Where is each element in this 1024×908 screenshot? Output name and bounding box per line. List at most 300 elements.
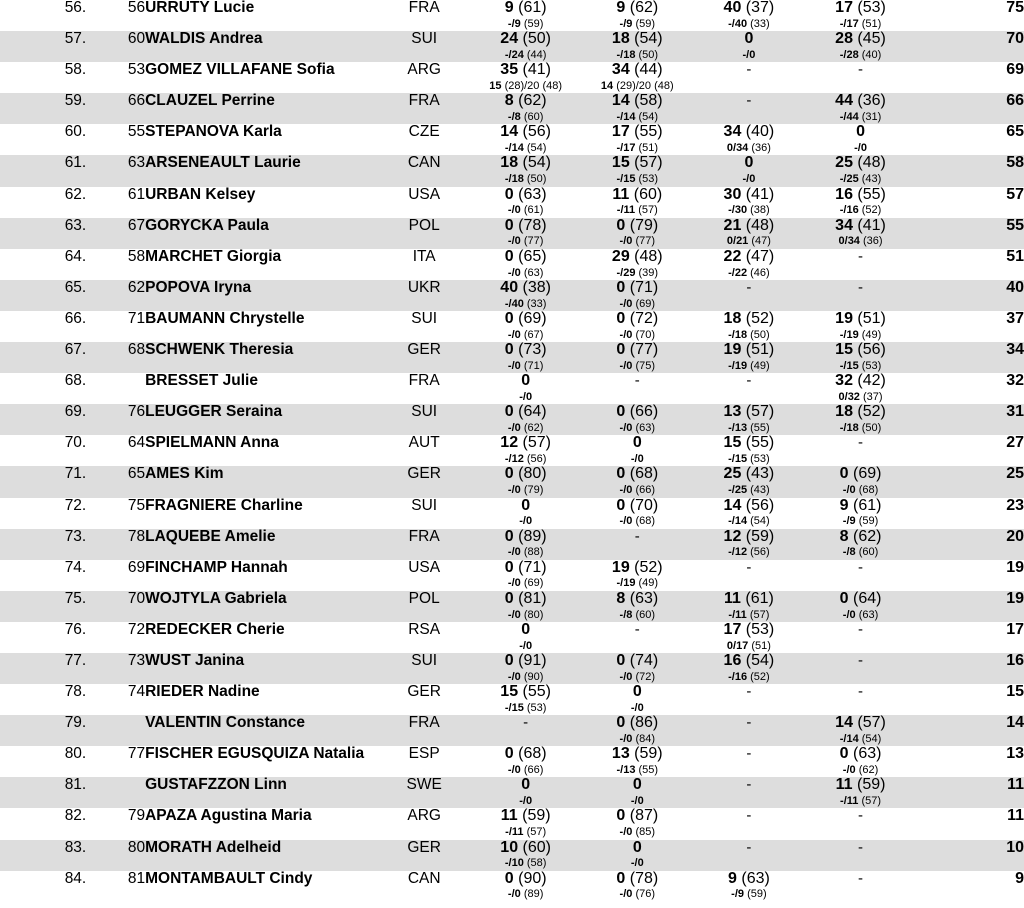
cell-rank: 68. [64, 372, 87, 390]
cell-athlete-name: FRAGNIERE Charline [145, 496, 303, 514]
run3-points-main: - [746, 558, 752, 576]
run3-points-detail: -/15 (53) [728, 453, 770, 466]
cell-athlete-name: ARSENEAULT Laurie [145, 154, 301, 172]
cell-run1-points [470, 249, 582, 280]
cell-run2-points [581, 342, 693, 373]
table-row [0, 560, 1024, 591]
cell-athlete-name: MORATH Adelheid [145, 838, 282, 856]
cell-run1-points [470, 715, 582, 746]
cell-run2-points [581, 840, 693, 871]
cell-run3-points [693, 808, 805, 839]
cell-run1-points [470, 746, 582, 777]
cell-total-points: 17 [1006, 620, 1024, 638]
cell-run3-points [693, 311, 805, 342]
run1-points-detail: -/0 (71) [507, 359, 544, 372]
run3-points-main: - [746, 745, 752, 763]
table-row [0, 435, 1024, 466]
cell-spacer [86, 31, 106, 62]
cell-run4-points [805, 529, 917, 560]
cell-run3-points [693, 31, 805, 62]
cell-nation-code: FRA [408, 372, 440, 390]
table-row [0, 373, 1024, 404]
cell-athlete-name: WOJTYLA Gabriela [145, 589, 287, 607]
cell-run1-points [470, 591, 582, 622]
run3-points-main: - [746, 683, 752, 701]
cell-rank: 58. [64, 61, 87, 79]
run4-points-detail [805, 640, 917, 653]
cell-athlete-name: BRESSET Julie [145, 372, 258, 390]
table-row [0, 0, 1024, 31]
run2-points-detail: -/0 (72) [619, 670, 656, 683]
cell-run3-points [693, 218, 805, 249]
run3-points-main: 16 (54) [723, 651, 775, 669]
table-row [0, 746, 1024, 777]
cell-nation-code: AUT [408, 434, 440, 452]
run2-points-main: 18 (54) [611, 30, 663, 48]
cell-run4-points [805, 435, 917, 466]
cell-run2-points [581, 187, 693, 218]
cell-rank: 66. [64, 309, 87, 327]
cell-run4-points [805, 622, 917, 653]
table-row [0, 591, 1024, 622]
cell-run4-points [805, 653, 917, 684]
run2-points-detail: -/0 (75) [619, 359, 656, 372]
cell-spacer [86, 187, 106, 218]
cell-run1-points [470, 560, 582, 591]
run4-points-main: 9 (61) [839, 496, 882, 514]
cell-spacer [86, 342, 106, 373]
cell-rank: 82. [64, 807, 87, 825]
cell-total-points: 23 [1006, 496, 1024, 514]
cell-athlete-name: FISCHER EGUSQUIZA Natalia [145, 745, 365, 763]
run4-points-detail [805, 453, 917, 466]
cell-athlete-name: URRUTY Lucie [145, 0, 255, 16]
run4-points-detail: -/0 (63) [842, 608, 879, 621]
table-row [0, 187, 1024, 218]
run1-points-detail: -/0 (61) [507, 204, 544, 217]
table-row [0, 31, 1024, 62]
cell-athlete-name: POPOVA Iryna [145, 278, 252, 296]
run2-points-main: 19 (52) [611, 558, 663, 576]
run2-points-detail: -/0 (84) [619, 732, 656, 745]
cell-bib-number: 56 [127, 0, 146, 16]
run2-points-detail: -/0 (70) [619, 328, 656, 341]
cell-run1-points [470, 187, 582, 218]
cell-run4-points [805, 93, 917, 124]
cell-spacer [86, 591, 106, 622]
cell-spacer [86, 466, 106, 497]
run4-points-detail [805, 888, 917, 901]
cell-nation-code: FRA [408, 92, 440, 110]
run1-points-main: 8 (62) [504, 92, 547, 110]
run2-points-main: - [634, 372, 640, 390]
table-row [0, 715, 1024, 746]
cell-run1-points [470, 777, 582, 808]
run2-points-detail: -/19 (49) [616, 577, 659, 590]
run4-points-detail: -/25 (43) [839, 173, 882, 186]
cell-rank: 80. [64, 745, 87, 763]
cell-athlete-name: AMES Kim [145, 465, 224, 483]
cell-bib-number: 53 [127, 61, 146, 79]
cell-run2-points [581, 404, 693, 435]
run1-points-main: 0 (81) [504, 589, 547, 607]
run2-points-main: 34 (44) [611, 61, 663, 79]
table-row [0, 871, 1024, 902]
run2-points-main: - [634, 527, 640, 545]
run1-points-main: 0 (65) [504, 247, 547, 265]
cell-run1-points [470, 93, 582, 124]
run4-points-detail: 0/34 (36) [838, 235, 883, 248]
run1-points-main: 14 (56) [500, 123, 551, 141]
cell-run2-points [581, 93, 693, 124]
run2-points-main: 0 [632, 838, 642, 856]
cell-bib-number: 80 [127, 838, 146, 856]
run3-points-detail: -/30 (38) [728, 204, 770, 217]
run3-points-detail: -/14 (54) [728, 515, 770, 528]
cell-spacer [86, 155, 106, 186]
table-row [0, 280, 1024, 311]
cell-bib-number: 74 [127, 683, 146, 701]
run3-points-main: 12 (59) [723, 527, 775, 545]
table-row [0, 840, 1024, 871]
cell-nation-code: UKR [407, 278, 441, 296]
cell-bib-number: 64 [127, 434, 146, 452]
run1-points-detail: -/0 (62) [507, 422, 544, 435]
run1-points-main: 0 (91) [504, 651, 547, 669]
cell-run3-points [693, 155, 805, 186]
cell-run2-points [581, 31, 693, 62]
cell-nation-code: USA [408, 185, 441, 203]
run2-points-detail: -/0 (66) [619, 484, 656, 497]
cell-rank: 63. [64, 216, 87, 234]
run4-points-main: 18 (52) [835, 403, 886, 421]
cell-run4-points [805, 777, 917, 808]
run1-points-detail: -/0 (66) [507, 764, 544, 777]
cell-total-points: 9 [1015, 869, 1024, 887]
cell-bib-number: 61 [127, 185, 146, 203]
run3-points-detail: -/12 (56) [728, 546, 770, 559]
run3-points-detail: -/0 [742, 173, 756, 186]
cell-run4-points [805, 249, 917, 280]
run4-points-detail: -/17 (51) [839, 17, 882, 30]
cell-run3-points [693, 529, 805, 560]
cell-total-points: 11 [1007, 776, 1024, 794]
cell-bib-number [107, 373, 146, 404]
cell-bib-number [107, 715, 146, 746]
run4-points-main: - [858, 278, 864, 296]
cell-run1-points [470, 311, 582, 342]
run3-points-detail: -/11 (57) [728, 608, 770, 621]
cell-total-points: 34 [1006, 341, 1024, 359]
run4-points-main: - [858, 434, 864, 452]
cell-bib-number [107, 777, 146, 808]
run3-points-main: - [746, 61, 752, 79]
run2-points-detail: -/0 (68) [619, 515, 656, 528]
cell-rank: 83. [64, 838, 87, 856]
cell-athlete-name: GUSTAFZZON Linn [145, 776, 287, 794]
run1-points-detail: -/14 (54) [504, 142, 547, 155]
cell-total-points: 19 [1006, 558, 1024, 576]
run3-points-main: 21 (48) [723, 216, 775, 234]
cell-run1-points [470, 840, 582, 871]
cell-total-points: 32 [1006, 372, 1024, 390]
run2-points-detail: -/0 [630, 701, 644, 714]
run4-points-main: 0 (69) [839, 465, 882, 483]
run3-points-detail: -/40 (33) [728, 17, 770, 30]
run3-points-detail: -/25 (43) [728, 484, 770, 497]
table-row [0, 808, 1024, 839]
run4-points-detail [805, 702, 917, 715]
cell-athlete-name: APAZA Agustina Maria [145, 807, 312, 825]
run1-points-detail: -/0 (90) [507, 670, 544, 683]
cell-total-points: 57 [1006, 185, 1024, 203]
run1-points-main: 24 (50) [500, 30, 551, 48]
run1-points-main: 0 (80) [504, 465, 547, 483]
run2-points-main: 0 (66) [616, 403, 659, 421]
cell-total-points: 40 [1006, 278, 1024, 296]
cell-bib-number: 70 [127, 589, 146, 607]
cell-run1-points [470, 404, 582, 435]
cell-run4-points [805, 560, 917, 591]
cell-run1-points [470, 808, 582, 839]
table-row [0, 498, 1024, 529]
cell-spacer [86, 62, 106, 93]
cell-total-points: 25 [1006, 465, 1024, 483]
run3-points-main: - [746, 278, 752, 296]
run4-points-detail: -/9 (59) [842, 515, 879, 528]
cell-run3-points [693, 249, 805, 280]
cell-athlete-name: STEPANOVA Karla [145, 123, 282, 141]
cell-rank: 74. [64, 558, 87, 576]
cell-nation-code: POL [408, 589, 440, 607]
cell-athlete-name: RIEDER Nadine [145, 683, 260, 701]
cell-run2-points [581, 466, 693, 497]
cell-run4-points [805, 498, 917, 529]
run1-points-detail: -/40 (33) [504, 297, 547, 310]
cell-total-points: 51 [1006, 247, 1024, 265]
cell-bib-number: 79 [127, 807, 146, 825]
cell-total-points: 55 [1006, 216, 1024, 234]
table-row [0, 529, 1024, 560]
run1-points-detail: -/0 (77) [507, 235, 544, 248]
run3-points-detail: -/9 (59) [731, 888, 767, 901]
cell-bib-number: 60 [127, 30, 146, 48]
table-row [0, 466, 1024, 497]
run3-points-main: 0 [744, 30, 754, 48]
run2-points-main: 0 (86) [616, 714, 659, 732]
run4-points-main: 44 (36) [835, 92, 886, 110]
cell-run2-points [581, 311, 693, 342]
cell-spacer [86, 0, 106, 31]
cell-run2-points [581, 62, 693, 93]
run1-points-main: 0 [521, 776, 531, 794]
run2-points-detail: -/0 (69) [619, 297, 656, 310]
cell-nation-code: FRA [408, 527, 440, 545]
cell-rank: 57. [64, 30, 87, 48]
run3-points-main: 9 (63) [728, 869, 770, 887]
cell-run4-points [805, 155, 917, 186]
run3-points-detail: -/19 (49) [728, 359, 770, 372]
run2-points-detail: -/0 [630, 453, 644, 466]
cell-run4-points [805, 62, 917, 93]
cell-athlete-name: CLAUZEL Perrine [145, 92, 275, 110]
run4-points-detail [805, 577, 917, 590]
cell-spacer [86, 684, 106, 715]
cell-run4-points [805, 31, 917, 62]
cell-run1-points [470, 529, 582, 560]
run2-points-detail [581, 640, 693, 653]
cell-nation-code: SUI [411, 30, 438, 48]
run1-points-main: 11 (59) [500, 807, 551, 825]
run4-points-detail: -/19 (49) [839, 328, 882, 341]
cell-rank: 64. [64, 247, 87, 265]
run1-points-detail: 15 (28)/20 (48) [489, 79, 563, 92]
cell-nation-code: CAN [407, 154, 441, 172]
cell-run3-points [693, 777, 805, 808]
cell-bib-number: 81 [127, 869, 146, 887]
cell-rank: 71. [64, 465, 87, 483]
cell-nation-code: RSA [408, 620, 441, 638]
run2-points-main: 0 [632, 434, 642, 452]
run3-points-detail: -/18 (50) [728, 328, 770, 341]
run1-points-detail: -/9 (59) [507, 17, 544, 30]
run4-points-detail: -/0 [854, 142, 867, 155]
run1-points-main: 0 (78) [504, 216, 547, 234]
cell-total-points: 27 [1006, 434, 1024, 452]
cell-run3-points [693, 746, 805, 777]
run2-points-detail: -/0 (77) [619, 235, 656, 248]
cell-run4-points [805, 311, 917, 342]
cell-run1-points [470, 62, 582, 93]
run1-points-main: 9 (61) [504, 0, 547, 16]
run2-points-detail [581, 391, 693, 404]
run4-points-main: - [858, 869, 864, 887]
cell-run4-points [805, 808, 917, 839]
run2-points-main: 9 (62) [616, 0, 659, 16]
cell-run2-points [581, 435, 693, 466]
run2-points-detail: -/0 [630, 857, 644, 870]
cell-bib-number: 63 [127, 154, 146, 172]
cell-bib-number: 73 [127, 651, 146, 669]
cell-spacer [86, 746, 106, 777]
cell-run2-points [581, 498, 693, 529]
cell-bib-number: 55 [127, 123, 146, 141]
run4-points-main: 34 (41) [835, 216, 886, 234]
cell-rank: 59. [64, 92, 87, 110]
cell-run2-points [581, 560, 693, 591]
table-row [0, 622, 1024, 653]
cell-spacer [86, 560, 106, 591]
run4-points-main: 8 (62) [839, 527, 882, 545]
run4-points-main: - [858, 558, 864, 576]
run1-points-detail: -/0 [519, 639, 533, 652]
run3-points-detail [693, 111, 805, 124]
run2-points-detail: -/11 (57) [616, 204, 658, 217]
run2-points-detail: -/0 (85) [619, 826, 656, 839]
cell-run4-points [805, 342, 917, 373]
cell-athlete-name: VALENTIN Constance [145, 714, 306, 732]
cell-nation-code: CAN [407, 869, 441, 887]
run3-points-detail [693, 577, 805, 590]
cell-rank: 65. [64, 278, 87, 296]
cell-total-points: 19 [1006, 589, 1024, 607]
cell-bib-number: 62 [127, 278, 146, 296]
cell-nation-code: SUI [411, 651, 438, 669]
cell-total-points: 65 [1006, 123, 1024, 141]
cell-run3-points [693, 560, 805, 591]
cell-nation-code: GER [407, 341, 441, 359]
cell-run1-points [470, 218, 582, 249]
cell-athlete-name: WALDIS Andrea [145, 30, 263, 48]
cell-run3-points [693, 280, 805, 311]
run1-points-main: 0 (64) [504, 403, 547, 421]
cell-bib-number: 78 [127, 527, 146, 545]
run1-points-detail: -/11 (57) [505, 826, 547, 839]
cell-spacer [86, 653, 106, 684]
run4-points-main: 19 (51) [835, 309, 886, 327]
cell-run3-points [693, 591, 805, 622]
run1-points-detail: -/0 (63) [507, 266, 544, 279]
run3-points-detail: 0/21 (47) [726, 235, 771, 248]
run1-points-main: 0 [521, 620, 531, 638]
run4-points-detail [805, 671, 917, 684]
cell-run3-points [693, 653, 805, 684]
cell-run2-points [581, 684, 693, 715]
run1-points-detail: -/0 [519, 515, 533, 528]
run1-points-main: 0 (90) [504, 869, 547, 887]
run1-points-main: 0 (68) [504, 745, 547, 763]
run4-points-detail [805, 267, 917, 280]
run4-points-main: 32 (42) [835, 372, 886, 390]
cell-run4-points [805, 591, 917, 622]
run3-points-detail: -/16 (52) [728, 670, 770, 683]
cell-bib-number: 67 [127, 216, 146, 234]
cell-total-points: 37 [1006, 309, 1024, 327]
run1-points-main: 0 [521, 372, 531, 390]
run1-points-detail: -/0 (80) [507, 608, 544, 621]
table-row [0, 218, 1024, 249]
run4-points-detail [805, 857, 917, 870]
run4-points-detail: -/8 (60) [842, 546, 879, 559]
run2-points-detail: -/29 (39) [616, 266, 659, 279]
run2-points-detail: -/17 (51) [616, 142, 659, 155]
cell-athlete-name: GOMEZ VILLAFANE Sofia [145, 61, 335, 79]
cell-run4-points [805, 0, 917, 31]
cell-nation-code: SUI [411, 403, 438, 421]
cell-run4-points [805, 684, 917, 715]
run2-points-main: 17 (55) [611, 123, 663, 141]
cell-spacer [86, 435, 106, 466]
cell-athlete-name: SPIELMANN Anna [145, 434, 279, 452]
run3-points-detail [693, 702, 805, 715]
run4-points-detail [805, 80, 917, 93]
cell-spacer [86, 871, 106, 902]
run4-points-main: - [858, 61, 864, 79]
run3-points-main: 11 (61) [723, 589, 774, 607]
cell-run1-points [470, 280, 582, 311]
cell-spacer [86, 218, 106, 249]
cell-bib-number: 75 [127, 496, 146, 514]
cell-nation-code: GER [407, 465, 441, 483]
run1-points-main: 40 (38) [500, 278, 551, 296]
run2-points-detail: -/9 (59) [619, 17, 656, 30]
cell-bib-number: 77 [127, 745, 146, 763]
run3-points-main: 14 (56) [723, 496, 775, 514]
run1-points-detail: -/8 (60) [507, 111, 544, 124]
run2-points-main: 15 (57) [611, 154, 663, 172]
cell-run2-points [581, 746, 693, 777]
cell-run1-points [470, 684, 582, 715]
